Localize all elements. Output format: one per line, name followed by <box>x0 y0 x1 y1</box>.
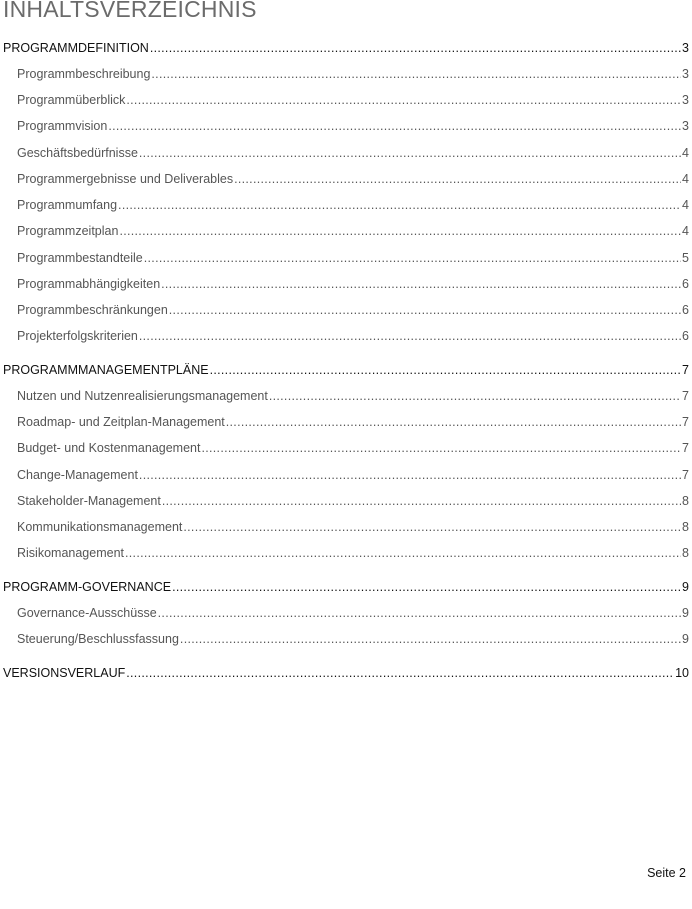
dot-leader <box>210 362 681 378</box>
toc-item-label: Programmabhängigkeiten <box>17 277 161 291</box>
dot-leader <box>169 302 681 318</box>
toc-item-label: Risikomanagement <box>17 546 124 560</box>
toc-page-number: 7 <box>682 441 689 455</box>
toc-item-label: Programmbeschränkungen <box>17 303 168 317</box>
toc-item[interactable] <box>17 324 689 344</box>
toc-page-number: 8 <box>682 494 689 508</box>
dot-leader <box>150 40 681 56</box>
toc-item-label: Roadmap- und Zeitplan-Management <box>17 415 225 429</box>
toc-page-number: 9 <box>682 580 689 594</box>
toc-item-label: Programmbeschreibung <box>17 67 151 81</box>
toc-item-label: Geschäftsbedürfnisse <box>17 146 138 160</box>
dot-leader <box>183 519 681 535</box>
toc-page-number: 8 <box>682 520 689 534</box>
toc-page-number: 3 <box>682 41 689 55</box>
toc-item-label: Programmbestandteile <box>17 251 143 265</box>
dot-leader <box>161 276 681 292</box>
dot-leader <box>126 665 674 681</box>
toc-page-number: 7 <box>682 415 689 429</box>
toc-section-label: PROGRAMMDEFINITION <box>3 41 149 55</box>
page-title: INHALTSVERZEICHNIS <box>3 0 257 22</box>
toc-item[interactable] <box>17 298 689 318</box>
toc-page-number: 3 <box>682 67 689 81</box>
toc-item[interactable] <box>17 246 689 266</box>
toc-page-number: 4 <box>682 198 689 212</box>
dot-leader <box>139 145 681 161</box>
toc-item-label: Programmzeitplan <box>17 224 119 238</box>
toc-item-label: Programmvision <box>17 119 108 133</box>
toc-item[interactable] <box>17 114 689 134</box>
toc-item[interactable] <box>17 167 689 187</box>
dot-leader <box>226 414 681 430</box>
toc-page-number: 6 <box>682 277 689 291</box>
toc-item[interactable] <box>17 193 689 213</box>
toc-section-versionsverlauf[interactable] <box>3 661 689 681</box>
dot-leader <box>172 579 681 595</box>
toc-page-number: 9 <box>682 606 689 620</box>
toc-section-label: VERSIONSVERLAUF <box>3 666 126 680</box>
toc-page-number: 4 <box>682 224 689 238</box>
toc-section-programm-governance[interactable] <box>3 575 689 595</box>
toc-page-number: 7 <box>682 363 689 377</box>
toc-item[interactable] <box>17 88 689 108</box>
toc-page-number: 3 <box>682 93 689 107</box>
dot-leader <box>119 223 681 239</box>
toc-item[interactable] <box>17 272 689 292</box>
toc-page-number: 6 <box>682 303 689 317</box>
dot-leader <box>234 171 681 187</box>
toc-item-label: Kommunikationsmanagement <box>17 520 183 534</box>
page-footer-number: Seite 2 <box>647 866 686 880</box>
dot-leader <box>201 440 681 456</box>
toc-item-label: Budget- und Kostenmanagement <box>17 441 201 455</box>
dot-leader <box>126 92 681 108</box>
toc-item[interactable] <box>17 541 689 561</box>
toc-item[interactable] <box>17 463 689 483</box>
toc-page-number: 9 <box>682 632 689 646</box>
toc-page-number: 7 <box>682 389 689 403</box>
toc-item[interactable] <box>17 410 689 430</box>
toc-section-programmmanagementplaene[interactable] <box>3 358 689 378</box>
dot-leader <box>151 66 681 82</box>
toc-page-number: 4 <box>682 172 689 186</box>
toc-item-label: Steuerung/Beschlussfassung <box>17 632 179 646</box>
toc-page-number: 3 <box>682 119 689 133</box>
dot-leader <box>139 467 681 483</box>
toc-item-label: Governance-Ausschüsse <box>17 606 157 620</box>
toc-page-number: 5 <box>682 251 689 265</box>
toc-page-number: 10 <box>675 666 689 680</box>
dot-leader <box>139 328 681 344</box>
dot-leader <box>125 545 681 561</box>
dot-leader <box>144 250 681 266</box>
dot-leader <box>158 605 681 621</box>
toc-item[interactable] <box>17 601 689 621</box>
dot-leader <box>108 118 681 134</box>
dot-leader <box>180 631 681 647</box>
toc-item[interactable] <box>17 219 689 239</box>
dot-leader <box>269 388 681 404</box>
toc-item[interactable] <box>17 384 689 404</box>
toc-section-programmdefinition[interactable] <box>3 36 689 56</box>
toc-item-label: Programmüberblick <box>17 93 126 107</box>
toc-item-label: Stakeholder-Management <box>17 494 161 508</box>
toc-item-label: Nutzen und Nutzenrealisierungsmanagement <box>17 389 268 403</box>
toc-section-label: PROGRAMM-GOVERNANCE <box>3 580 172 594</box>
toc-item-label: Change-Management <box>17 468 138 482</box>
toc-item[interactable] <box>17 515 689 535</box>
toc-item-label: Programmumfang <box>17 198 118 212</box>
toc-item-label: Programmergebnisse und Deliverables <box>17 172 234 186</box>
toc-item[interactable] <box>17 489 689 509</box>
toc-page-number: 6 <box>682 329 689 343</box>
toc-item-label: Projekterfolgskriterien <box>17 329 138 343</box>
dot-leader <box>118 197 681 213</box>
toc-item[interactable] <box>17 141 689 161</box>
toc-item[interactable] <box>17 627 689 647</box>
toc-item[interactable] <box>17 62 689 82</box>
dot-leader <box>162 493 681 509</box>
toc-page-number: 7 <box>682 468 689 482</box>
toc-item[interactable] <box>17 436 689 456</box>
toc-section-label: PROGRAMMMANAGEMENTPLÄNE <box>3 363 209 377</box>
toc-page-number: 4 <box>682 146 689 160</box>
toc-page-number: 8 <box>682 546 689 560</box>
